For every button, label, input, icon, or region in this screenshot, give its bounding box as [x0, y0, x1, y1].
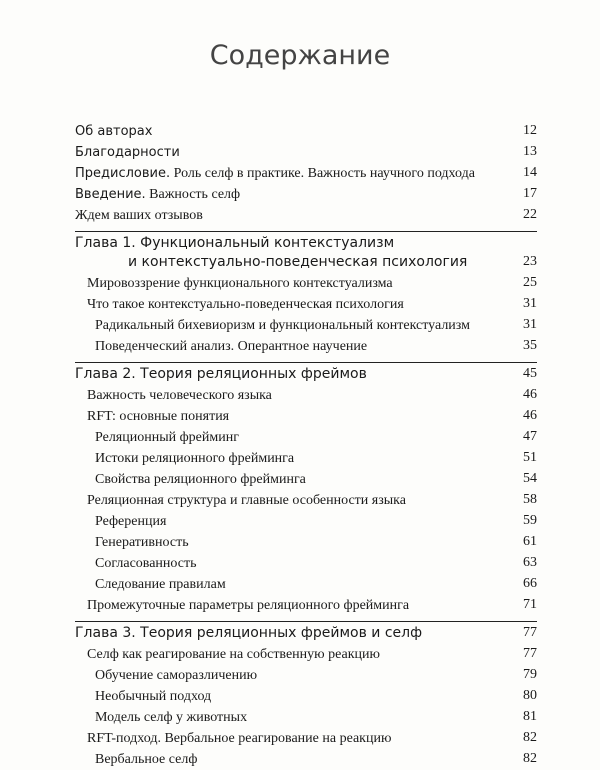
entry-title: RFT-подход. Вербальное реагирование на реакцию — [87, 731, 392, 746]
toc-subsection — [75, 552, 537, 573]
toc-subsection — [75, 510, 537, 531]
toc-subsection — [75, 573, 537, 594]
page-number: 77 — [523, 625, 537, 640]
entry-heading: Предисловие. — [75, 166, 171, 181]
page-number: 66 — [523, 576, 537, 591]
entry-title: Следование правилам — [95, 577, 226, 592]
page-number: 45 — [523, 366, 537, 381]
page-number: 23 — [523, 254, 537, 269]
page-number: 17 — [523, 186, 537, 201]
toc-subsection — [75, 468, 537, 489]
toc-section — [75, 272, 537, 293]
page-number: 12 — [523, 123, 537, 138]
toc-entry — [75, 162, 537, 183]
chapter-title: Глава 1. Функциональный контекстуализм — [75, 235, 395, 251]
front-matter — [75, 120, 537, 225]
chapter-heading — [75, 231, 537, 272]
entry-title: Вербальное селф — [95, 752, 198, 767]
toc-section — [75, 489, 537, 510]
page-number: 51 — [523, 450, 537, 465]
entry-title: Мировоззрение функционального контекстуализма — [87, 276, 393, 291]
entry-title: RFT: основные понятия — [87, 409, 230, 424]
page-number: 61 — [523, 534, 537, 549]
chapters-list — [75, 231, 537, 769]
entry-title — [75, 184, 240, 205]
toc-entry — [75, 183, 537, 204]
page-number: 79 — [523, 667, 537, 682]
entry-title: Селф как реагирование на собственную реакцию — [87, 647, 380, 662]
entry-title: Истоки реляционного фрейминга — [95, 451, 295, 466]
entry-title — [75, 142, 180, 163]
page-number: 77 — [523, 646, 537, 661]
entry-heading: Введение. — [75, 187, 146, 202]
page-number: 31 — [523, 317, 537, 332]
toc-section — [75, 293, 537, 314]
chapter-title: Глава 2. Теория реляционных фреймов — [75, 366, 367, 382]
page-title: Содержание — [209, 40, 391, 71]
entry-title: Что такое контекстуально-поведенческая психология — [87, 297, 404, 312]
toc-section — [75, 643, 537, 664]
page-number: 82 — [523, 751, 537, 766]
toc-section — [75, 384, 537, 405]
page-number: 47 — [523, 429, 537, 444]
page-number: 22 — [523, 207, 537, 222]
toc-section — [75, 594, 537, 615]
entry-subtitle: Роль селф в практике. Важность научного подхода — [170, 166, 475, 181]
toc-subsection — [75, 531, 537, 552]
page-number: 54 — [523, 471, 537, 486]
entry-subtitle: Важность селф — [145, 187, 241, 202]
entry-title: Обучение саморазличению — [95, 668, 258, 683]
toc-subsection — [75, 748, 537, 769]
toc-section — [75, 727, 537, 748]
entry-heading: Благодарности — [75, 145, 180, 160]
entry-title: Свойства реляционного фрейминга — [95, 472, 306, 487]
entry-title: Референция — [95, 514, 167, 529]
entry-title: Важность человеческого языка — [87, 388, 272, 403]
entry-title: Модель селф у животных — [95, 710, 248, 725]
page-number: 35 — [523, 338, 537, 353]
entry-title: Согласованность — [95, 556, 197, 571]
page-number: 81 — [523, 709, 537, 724]
page-number: 46 — [523, 408, 537, 423]
page-number: 25 — [523, 275, 537, 290]
chapter-subtitle: и контекстуально-поведенческая психология — [128, 254, 468, 270]
page-number: 13 — [523, 144, 537, 159]
toc-subsection — [75, 335, 537, 356]
toc-section — [75, 405, 537, 426]
entry-title: Необычный подход — [95, 689, 212, 704]
page-number: 63 — [523, 555, 537, 570]
toc-subsection — [75, 447, 537, 468]
entry-title: Радикальный бихевиоризм и функциональный контекстуализм — [95, 318, 470, 333]
toc-subsection — [75, 685, 537, 706]
entry-heading: Об авторах — [75, 124, 153, 139]
table-of-contents — [75, 120, 537, 769]
page-number: 71 — [523, 597, 537, 612]
chapter-heading — [75, 621, 537, 643]
toc-subsection — [75, 426, 537, 447]
toc-entry — [75, 120, 537, 141]
page-number: 82 — [523, 730, 537, 745]
toc-entry — [75, 204, 537, 225]
entry-title: Реляционный фрейминг — [95, 430, 239, 445]
toc-subsection — [75, 314, 537, 335]
chapter-title: Глава 3. Теория реляционных фреймов и селф — [75, 625, 423, 641]
chapter-heading — [75, 362, 537, 384]
entry-subtitle: Ждем ваших отзывов — [75, 208, 203, 223]
toc-subsection — [75, 664, 537, 685]
entry-title — [75, 205, 203, 226]
entry-title: Промежуточные параметры реляционного фрейминга — [87, 598, 410, 613]
page-number: 14 — [523, 165, 537, 180]
page-number: 58 — [523, 492, 537, 507]
entry-title — [75, 121, 152, 142]
entry-title — [75, 163, 475, 184]
page-number: 46 — [523, 387, 537, 402]
page-number: 59 — [523, 513, 537, 528]
entry-title: Реляционная структура и главные особенности языка — [87, 493, 406, 508]
page-number: 31 — [523, 296, 537, 311]
entry-title: Поведенческий анализ. Оперантное научение — [95, 339, 368, 354]
page-number: 80 — [523, 688, 537, 703]
toc-subsection — [75, 706, 537, 727]
toc-entry — [75, 141, 537, 162]
entry-title: Генеративность — [95, 535, 189, 550]
